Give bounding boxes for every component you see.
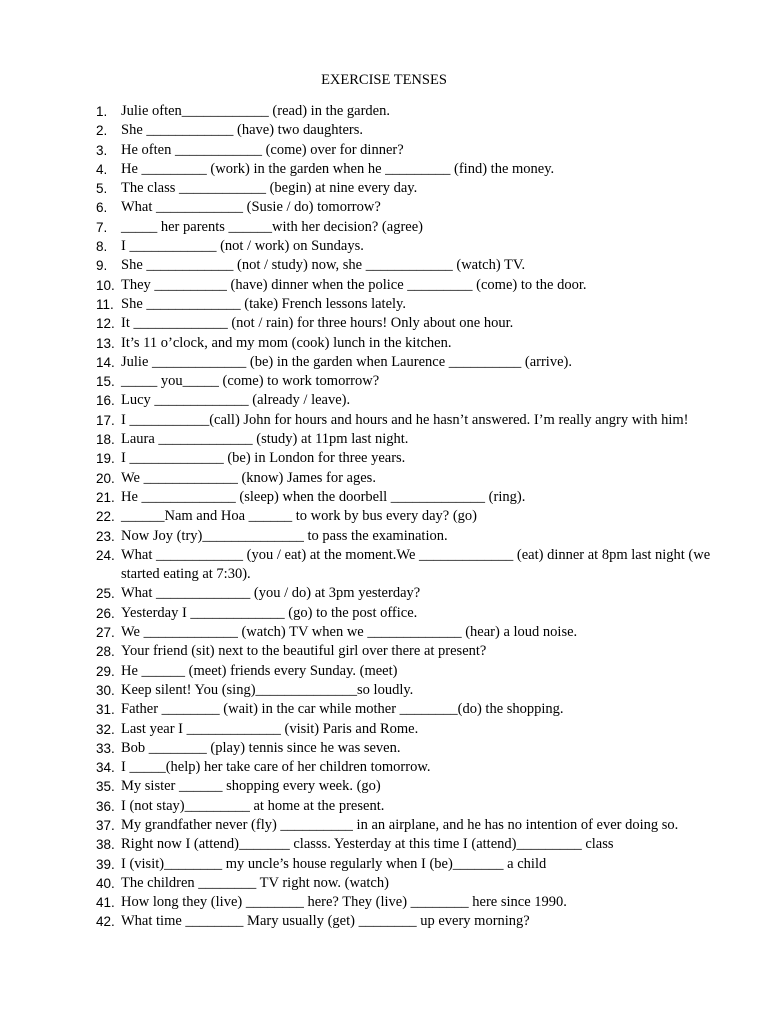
exercise-text: He often ____________ (come) over for dinner? — [121, 141, 404, 158]
exercise-text: The class ____________ (begin) at nine every day. — [121, 180, 418, 197]
exercise-number: 36. — [96, 798, 115, 814]
exercise-text: ______Nam and Hoa ______ to work by bus every day? (go) — [121, 508, 477, 525]
exercise-number: 24. — [96, 547, 115, 563]
exercise-item — [0, 141, 768, 160]
exercise-text: Yesterday I _____________ (go) to the post office. — [121, 604, 418, 621]
exercise-number: 7. — [96, 219, 108, 235]
exercise-text: Now Joy (try)______________ to pass the examination. — [121, 527, 448, 544]
exercise-list — [0, 102, 768, 932]
exercise-number: 11. — [96, 296, 114, 312]
exercise-number: 22. — [96, 509, 115, 525]
exercise-item — [0, 855, 768, 874]
exercise-item — [0, 874, 768, 893]
exercise-item — [0, 642, 768, 661]
exercise-text: What time ________ Mary usually (get) ________ up every morning? — [121, 913, 530, 930]
exercise-text: I _____(help) her take care of her children tomorrow. — [121, 759, 431, 776]
exercise-text: Laura _____________ (study) at 11pm last night. — [121, 431, 409, 448]
exercise-item — [0, 507, 768, 526]
exercise-item — [0, 353, 768, 372]
exercise-number: 14. — [96, 354, 115, 370]
exercise-item — [0, 662, 768, 681]
exercise-item — [0, 758, 768, 777]
exercise-item — [0, 835, 768, 854]
exercise-number: 26. — [96, 605, 115, 621]
exercise-text: My grandfather never (fly) __________ in an airplane, and he has no intention of ever doing so. — [121, 816, 679, 833]
exercise-number: 31. — [96, 702, 115, 718]
exercise-text: What _____________ (you / do) at 3pm yesterday? — [121, 585, 421, 602]
exercise-number: 10. — [96, 277, 115, 293]
exercise-number: 38. — [96, 837, 115, 853]
exercise-text: I _____________ (be) in London for three years. — [121, 450, 406, 467]
exercise-text: What ____________ (Susie / do) tomorrow? — [121, 199, 381, 216]
exercise-number: 29. — [96, 663, 115, 679]
exercise-text: I (visit)________ my uncle’s house regularly when I (be)_______ a child — [121, 855, 547, 872]
exercise-item — [0, 218, 768, 237]
exercise-text: She ____________ (not / study) now, she ____________ (watch) TV. — [121, 257, 526, 274]
exercise-number: 20. — [96, 470, 115, 486]
exercise-number: 12. — [96, 316, 115, 332]
exercise-text: We _____________ (know) James for ages. — [121, 469, 376, 486]
exercise-text: They __________ (have) dinner when the police _________ (come) to the door. — [121, 276, 587, 293]
exercise-number: 1. — [96, 104, 108, 119]
exercise-number: 37. — [96, 817, 115, 833]
exercise-text: He _________ (work) in the garden when he _________ (find) the money. — [121, 160, 555, 177]
exercise-text: I ___________(call) John for hours and hours and he hasn’t answered. I’m really angry with him! — [121, 411, 689, 428]
exercise-text: It _____________ (not / rain) for three hours! Only about one hour. — [121, 315, 514, 332]
exercise-item — [0, 797, 768, 816]
exercise-item — [0, 198, 768, 217]
exercise-item — [0, 546, 768, 585]
exercise-number: 25. — [96, 586, 115, 602]
exercise-item — [0, 623, 768, 642]
exercise-number: 16. — [96, 393, 115, 409]
exercise-text: How long they (live) ________ here? They (live) ________ here since 1990. — [121, 894, 567, 911]
exercise-text: He ______ (meet) friends every Sunday. (meet) — [121, 662, 398, 679]
exercise-text: Julie often____________ (read) in the garden. — [121, 103, 390, 119]
exercise-item — [0, 430, 768, 449]
exercise-item — [0, 334, 768, 353]
exercise-text: I ____________ (not / work) on Sundays. — [121, 238, 364, 255]
exercise-item — [0, 720, 768, 739]
exercise-number: 17. — [96, 412, 115, 428]
exercise-text: It’s 11 o’clock, and my mom (cook) lunch in the kitchen. — [121, 334, 452, 351]
exercise-text: Father ________ (wait) in the car while mother ________(do) the shopping. — [121, 701, 564, 718]
exercise-number: 23. — [96, 528, 115, 544]
exercise-item — [0, 295, 768, 314]
exercise-text: Your friend (sit) next to the beautiful girl over there at present? — [121, 643, 487, 660]
exercise-item — [0, 488, 768, 507]
exercise-item — [0, 121, 768, 140]
exercise-text: Keep silent! You (sing)______________so loudly. — [121, 681, 414, 698]
exercise-number: 40. — [96, 875, 115, 891]
exercise-text: We _____________ (watch) TV when we _____________ (hear) a loud noise. — [121, 624, 578, 641]
exercise-text: Julie _____________ (be) in the garden when Laurence __________ (arrive). — [121, 353, 572, 370]
exercise-text: I (not stay)_________ at home at the present. — [121, 797, 385, 814]
exercise-item — [0, 700, 768, 719]
exercise-item — [0, 584, 768, 603]
exercise-item — [0, 777, 768, 796]
exercise-number: 5. — [96, 181, 108, 197]
exercise-number: 33. — [96, 740, 115, 756]
exercise-item — [0, 893, 768, 912]
exercise-item — [0, 102, 768, 121]
exercise-number: 6. — [96, 200, 108, 216]
exercise-number: 4. — [96, 161, 108, 177]
exercise-item — [0, 256, 768, 275]
exercise-text: _____ her parents ______with her decision? (agree) — [121, 218, 423, 235]
exercise-item — [0, 739, 768, 758]
exercise-item — [0, 160, 768, 179]
exercise-number: 32. — [96, 721, 115, 737]
exercise-text: He _____________ (sleep) when the doorbell _____________ (ring). — [121, 488, 526, 505]
exercise-item — [0, 469, 768, 488]
exercise-number: 19. — [96, 451, 115, 467]
exercise-number: 2. — [96, 123, 108, 139]
page-title: EXERCISE TENSES — [321, 72, 447, 88]
exercise-text: Lucy _____________ (already / leave). — [121, 392, 351, 409]
exercise-number: 9. — [96, 258, 108, 274]
exercise-item — [0, 276, 768, 295]
exercise-number: 3. — [96, 142, 108, 158]
exercise-text: My sister ______ shopping every week. (go) — [121, 778, 381, 795]
exercise-number: 21. — [96, 489, 115, 505]
exercise-text: She _____________ (take) French lessons lately. — [121, 295, 406, 312]
exercise-item — [0, 411, 768, 430]
exercise-item — [0, 912, 768, 931]
exercise-item — [0, 527, 768, 546]
exercise-item — [0, 391, 768, 410]
exercise-number: 35. — [96, 779, 115, 795]
exercise-number: 8. — [96, 239, 108, 255]
exercise-item — [0, 449, 768, 468]
exercise-item — [0, 314, 768, 333]
exercise-number: 30. — [96, 682, 115, 698]
exercise-number: 39. — [96, 856, 115, 872]
exercise-text: _____ you_____ (come) to work tomorrow? — [121, 373, 380, 390]
exercise-item — [0, 816, 768, 835]
exercise-item — [0, 372, 768, 391]
exercise-number: 34. — [96, 760, 115, 776]
exercise-item — [0, 179, 768, 198]
exercise-item — [0, 604, 768, 623]
exercise-number: 15. — [96, 374, 115, 390]
exercise-text: The children ________ TV right now. (watch) — [121, 874, 389, 891]
exercise-text: Right now I (attend)_______ classs. Yesterday at this time I (attend)_________ class — [121, 836, 614, 853]
exercise-text: Bob ________ (play) tennis since he was seven. — [121, 739, 401, 756]
exercise-text: What ____________ (you / eat) at the moment.We _____________ (eat) dinner at 8pm last night (we started eating at 7:30). — [121, 546, 711, 583]
exercise-number: 27. — [96, 625, 115, 641]
exercise-text: Last year I _____________ (visit) Paris and Rome. — [121, 720, 419, 737]
exercise-number: 13. — [96, 335, 115, 351]
exercise-text: She ____________ (have) two daughters. — [121, 122, 364, 139]
exercise-item — [0, 237, 768, 256]
exercise-number: 28. — [96, 644, 115, 660]
exercise-number: 41. — [96, 895, 115, 911]
exercise-number: 18. — [96, 432, 115, 448]
exercise-item — [0, 681, 768, 700]
exercise-number: 42. — [96, 914, 115, 930]
